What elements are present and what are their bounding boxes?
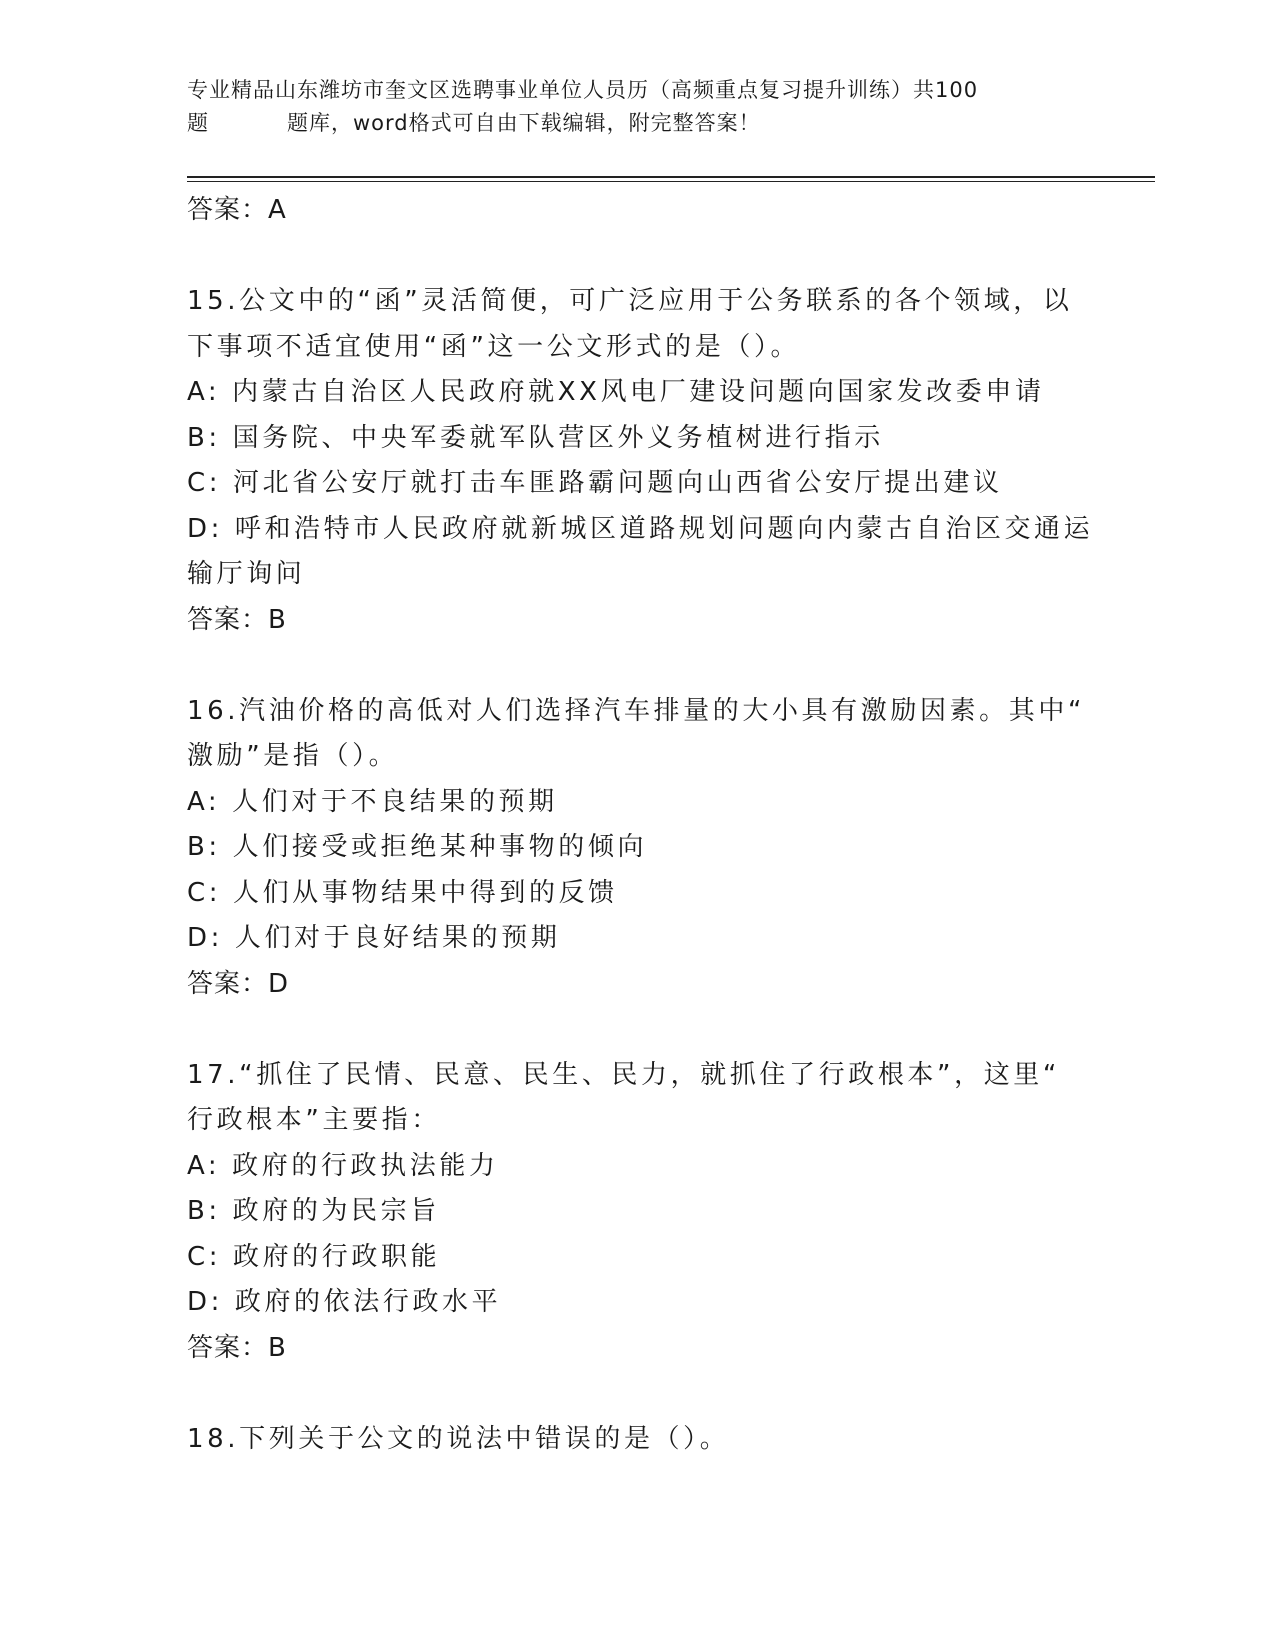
question-stem-line: 16.汽油价格的高低对人们选择汽车排量的大小具有激励因素。其中“ bbox=[187, 695, 1086, 726]
spacer bbox=[187, 1371, 1087, 1417]
header-divider-thin bbox=[187, 181, 1155, 182]
spacer bbox=[187, 1007, 1087, 1053]
spacer bbox=[187, 643, 1087, 689]
question-stem-line: 激励”是指（）。 bbox=[187, 741, 399, 771]
option-d-continued: 输厅询问 bbox=[187, 559, 306, 589]
spacer bbox=[187, 234, 1087, 280]
answer: 答案：B bbox=[187, 604, 287, 635]
option-b: B: 政府的为民宗旨 bbox=[187, 1196, 440, 1226]
header-line-2-start: 题 bbox=[187, 111, 209, 135]
header-line-1: 专业精品山东潍坊市奎文区选聘事业单位人员历（高频重点复习提升训练）共100 bbox=[187, 78, 979, 102]
question-18-stem: 18.下列关于公文的说法中错误的是（）。 bbox=[187, 1423, 730, 1454]
option-c: C: 人们从事物结果中得到的反馈 bbox=[187, 877, 618, 908]
option-a: A: 人们对于不良结果的预期 bbox=[187, 786, 558, 817]
question-list bbox=[187, 188, 1094, 1462]
previous-answer: 答案：A bbox=[187, 195, 287, 225]
answer: 答案：B bbox=[187, 1332, 287, 1363]
question-17 bbox=[187, 1053, 1087, 1372]
option-b: B: 国务院、中央军委就军队营区外义务植树进行指示 bbox=[187, 422, 884, 453]
question-stem-line: 下事项不适宜使用“函”这一公文形式的是（）。 bbox=[187, 331, 801, 362]
question-15 bbox=[187, 279, 1094, 643]
header-line-2 bbox=[187, 107, 1087, 140]
question-stem-line: 行政根本”主要指： bbox=[187, 1105, 441, 1135]
option-d: D: 人们对于良好结果的预期 bbox=[187, 923, 561, 953]
header-divider-thick bbox=[187, 176, 1155, 178]
question-stem-line: 17.“抓住了民情、民意、民生、民力，就抓住了行政根本”，这里“ bbox=[187, 1059, 1060, 1090]
option-a: A: 政府的行政执法能力 bbox=[187, 1150, 499, 1181]
answer: 答案：D bbox=[187, 968, 290, 999]
option-b: B: 人们接受或拒绝某种事物的倾向 bbox=[187, 832, 648, 862]
question-stem-line: 15.公文中的“函”灵活简便，可广泛应用于公务联系的各个领域，以 bbox=[187, 286, 1073, 316]
header-line-2-end: 题库，word格式可自由下载编辑，附完整答案！ bbox=[287, 111, 761, 135]
option-a: A: 内蒙古自治区人民政府就XX风电厂建设问题向国家发改委申请 bbox=[187, 377, 1045, 407]
question-16 bbox=[187, 689, 1087, 1008]
option-c: C: 河北省公安厅就打击车匪路霸问题向山西省公安厅提出建议 bbox=[187, 468, 1003, 498]
option-c: C: 政府的行政职能 bbox=[187, 1241, 441, 1272]
option-d: D: 政府的依法行政水平 bbox=[187, 1287, 502, 1317]
option-d: D: 呼和浩特市人民政府就新城区道路规划问题向内蒙古自治区交通运 bbox=[187, 513, 1094, 544]
document-header bbox=[187, 74, 1087, 140]
